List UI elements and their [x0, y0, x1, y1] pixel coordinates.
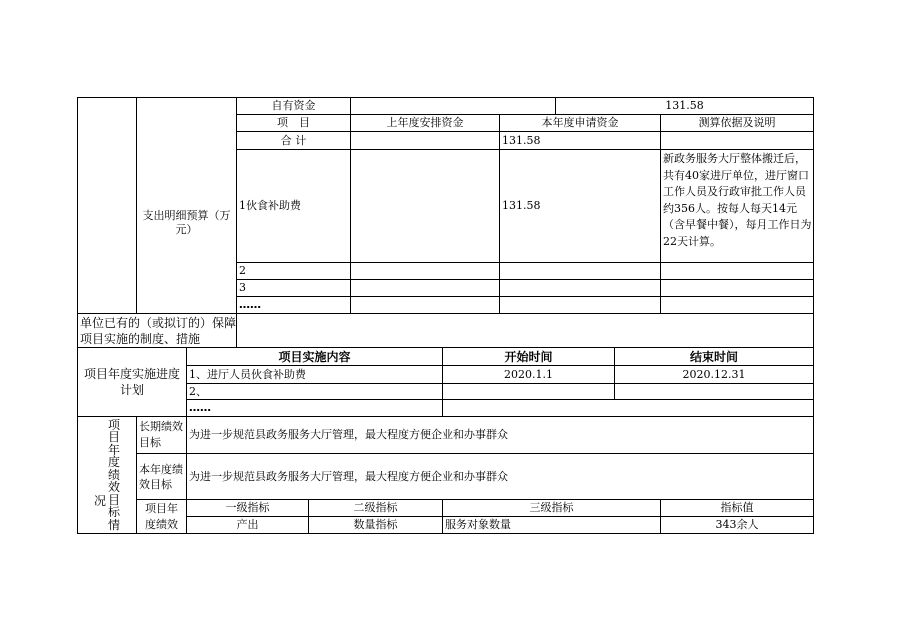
schedule-header-end: 结束时间	[689, 349, 738, 364]
expense-row-basis	[661, 263, 813, 279]
expense-row-basis	[661, 280, 813, 296]
indicator-header-level1: 一级指标	[225, 501, 270, 514]
schedule-row-start	[443, 400, 813, 416]
schedule-row-content: 1、进厅人员伙食补助费	[189, 367, 306, 381]
expense-row-basis	[661, 297, 813, 313]
performance-side-label	[78, 417, 136, 533]
expense-row-last-year	[351, 263, 499, 279]
schedule-row-end	[615, 384, 813, 399]
schedule-row-start: 2020.1.1	[504, 367, 553, 381]
expense-row-this-year	[500, 297, 660, 313]
schedule-row-content: ……	[189, 401, 211, 414]
long-term-label: 长期绩效目标	[139, 420, 183, 449]
schedule-row-content: 2、	[189, 384, 207, 398]
schedule-row-start	[443, 384, 614, 399]
long-term-value: 为进一步规范县政务服务大厅管理，最大程度方便企业和办事群众	[189, 428, 508, 441]
expense-row-this-year: 131.58	[502, 199, 541, 212]
performance-side-label-text: 项目年度绩效目标情	[107, 417, 120, 532]
expense-row-last-year	[351, 150, 499, 262]
expense-row-item: ……	[239, 298, 261, 311]
expense-row-item: 1伙食补助费	[239, 199, 301, 212]
annual-label: 本年度绩效目标	[139, 462, 183, 491]
expense-row-last-year	[351, 297, 499, 313]
expense-row-this-year	[500, 263, 660, 279]
indicator-header-level3: 三级指标	[529, 501, 574, 514]
total-label: 合 计	[280, 133, 307, 147]
header-basis: 测算依据及说明	[698, 116, 776, 129]
measures-value	[237, 314, 813, 347]
table-border	[813, 97, 814, 534]
expense-detail-label: 支出明细预算（万元）	[142, 208, 231, 236]
indicator-value: 343余人	[715, 518, 759, 531]
indicator-level1: 产出	[236, 518, 259, 531]
measures-label: 单位已有的（或拟订的）保障项目实施的制度、措施	[80, 315, 236, 346]
annual-value: 为进一步规范县政务服务大厅管理，最大程度方便企业和办事群众	[189, 469, 508, 483]
schedule-header-start: 开始时间	[504, 349, 553, 364]
performance-side-label-tail: 况	[93, 494, 106, 508]
table-border	[77, 533, 814, 534]
expense-row-item: 3	[239, 281, 246, 294]
header-last-year: 上年度安排资金	[386, 116, 464, 129]
self-funds-value: 131.58	[665, 99, 704, 112]
indicator-label: 项目年度绩效	[145, 501, 178, 531]
total-value: 131.58	[502, 133, 541, 147]
expense-row-last-year	[351, 280, 499, 296]
schedule-row-end: 2020.12.31	[682, 367, 746, 381]
header-item: 项 目	[277, 116, 310, 129]
indicator-header-value: 指标值	[720, 501, 754, 514]
schedule-label: 项目年度实施进度计划	[84, 367, 181, 397]
schedule-header-content: 项目实施内容	[278, 349, 351, 364]
expense-row-item: 2	[239, 264, 246, 277]
indicator-level3: 服务对象数量	[445, 518, 511, 531]
expense-row-this-year	[500, 280, 660, 296]
header-this-year: 本年度申请资金	[541, 116, 619, 129]
self-funds-label: 自有资金	[271, 99, 316, 112]
expense-row-basis: 新政务服务大厅整体搬迁后，共有40家进厅单位，进厅窗口工作人员及行政审批工作人员约356人。按每人每天14元（含早餐中餐），每月工作日为22天计算。	[663, 152, 812, 248]
indicator-header-level2: 二级指标	[353, 501, 398, 514]
indicator-level2: 数量指标	[353, 518, 398, 531]
